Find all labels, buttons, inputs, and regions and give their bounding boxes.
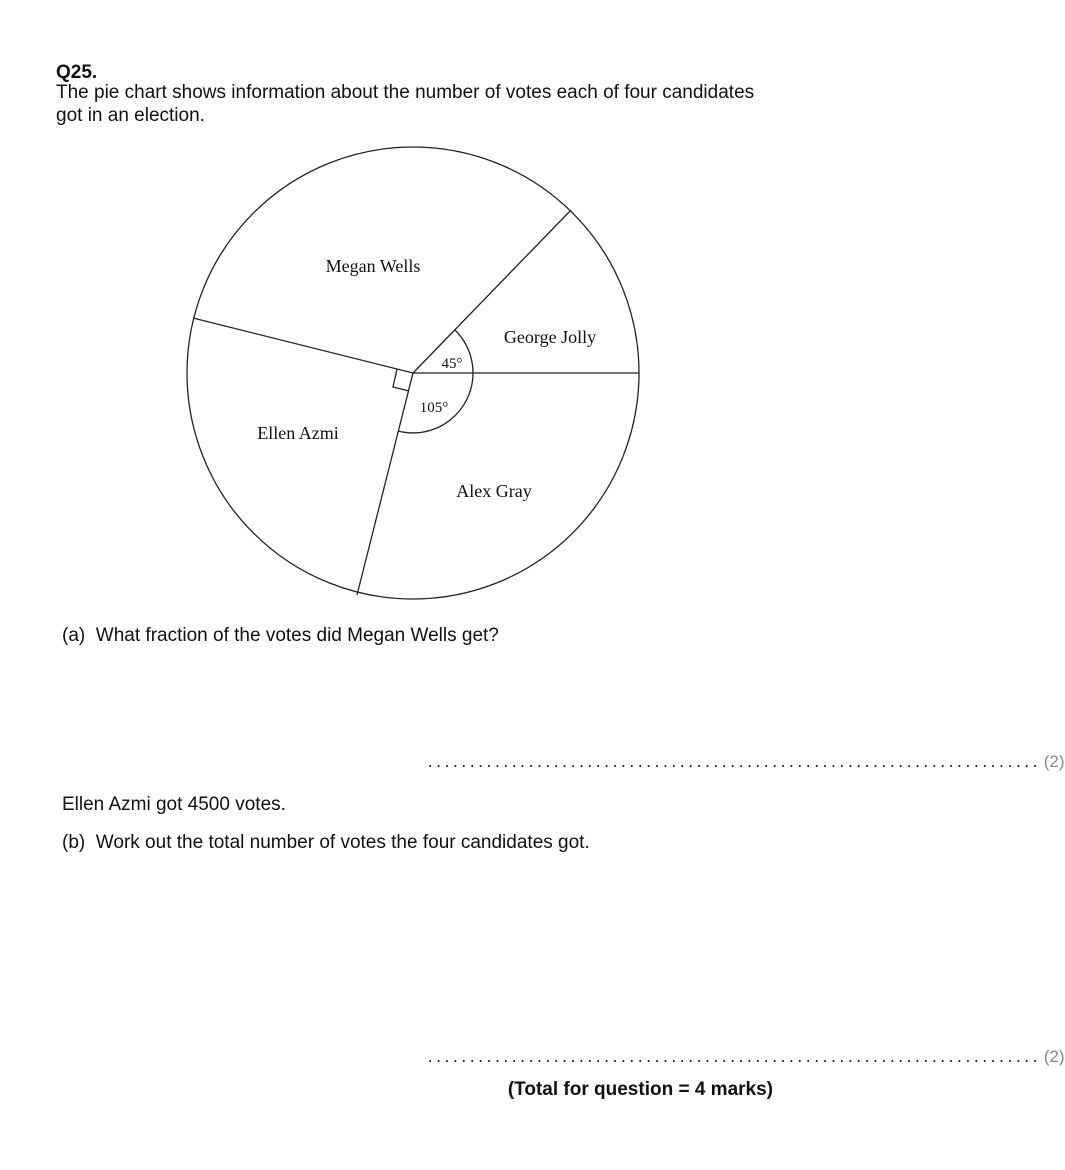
part-a-question xyxy=(62,625,499,647)
part-a-marks: (2) xyxy=(1043,752,1065,771)
angle-label-45: 45° xyxy=(441,356,463,372)
part-a-answer-row xyxy=(426,752,1065,772)
part-b-answer-row xyxy=(426,1047,1065,1067)
radius-megan-george xyxy=(413,210,571,373)
radius-ellen-megan xyxy=(193,318,413,373)
part-a-text: What fraction of the votes did Megan Wells get? xyxy=(95,625,499,646)
slice-label-ellen-azmi: Ellen Azmi xyxy=(257,423,339,443)
part-b-marks: (2) xyxy=(1043,1047,1065,1066)
part-a-label: (a) xyxy=(62,625,86,646)
pie-chart xyxy=(0,0,827,620)
intro-line-1: The pie chart shows information about the number of votes each of four candidates xyxy=(56,82,755,103)
part-b-answer-line[interactable]: ......................................................................... xyxy=(426,1051,1040,1067)
slice-label-alex-gray: Alex Gray xyxy=(456,481,532,501)
part-b-question xyxy=(62,832,590,854)
slice-label-megan-wells: Megan Wells xyxy=(325,256,421,276)
part-b-label: (b) xyxy=(62,832,86,853)
info-text: Ellen Azmi got 4500 votes. xyxy=(62,794,286,815)
part-b-text: Work out the total number of votes the four candidates got. xyxy=(95,832,590,853)
total-marks: (Total for question = 4 marks) xyxy=(507,1079,773,1100)
intro-line-2: got in an election. xyxy=(56,105,205,126)
radius-alex-ellen xyxy=(357,373,413,595)
angle-label-105: 105° xyxy=(419,400,449,416)
right-angle-marker xyxy=(393,369,409,391)
slice-label-george-jolly: George Jolly xyxy=(503,327,597,347)
part-a-answer-line[interactable]: ......................................................................... xyxy=(426,756,1040,772)
question-number: Q25. xyxy=(56,62,98,83)
